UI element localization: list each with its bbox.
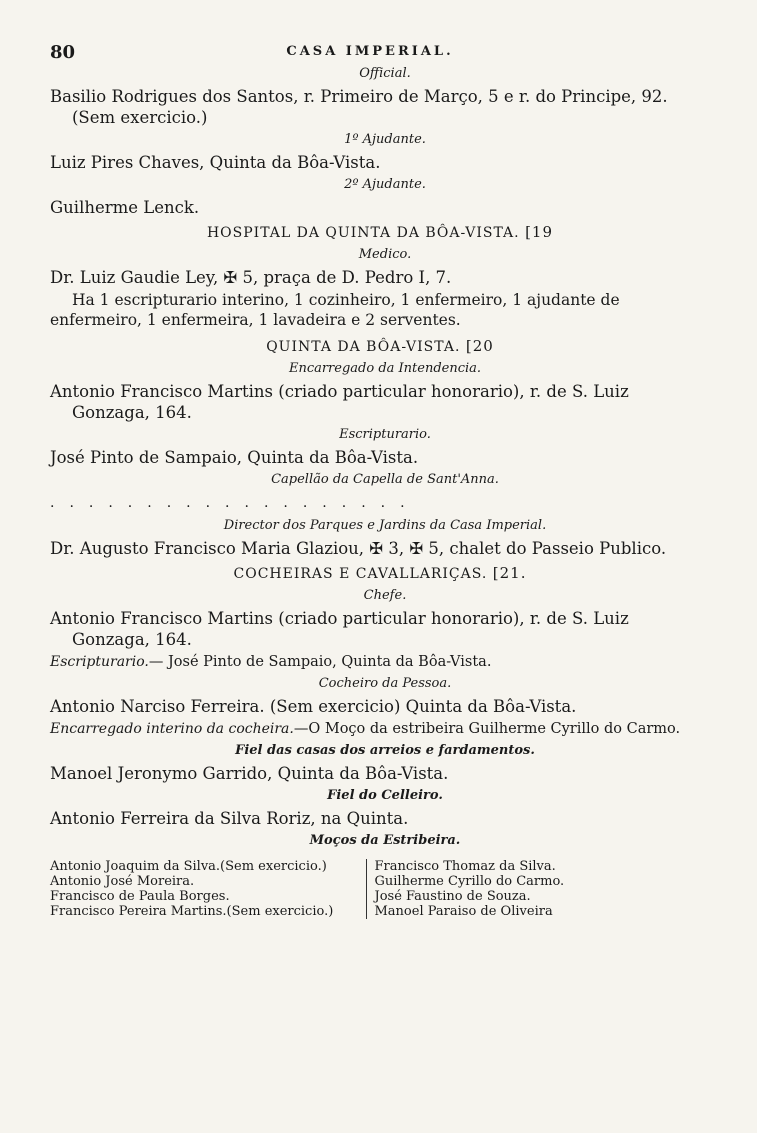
labeled-entry	[50, 719, 690, 739]
moco-name: Francisco Pereira Martins.(Sem exercicio.)	[50, 904, 334, 919]
role-heading: Encarregado da Intendencia.	[288, 361, 482, 376]
moco-name: Francisco Thomaz da Silva.	[374, 859, 556, 874]
page-number: 80	[50, 42, 76, 63]
content-blocks	[50, 64, 690, 851]
role-heading: Director dos Parques e Jardins da Casa Imperial.	[223, 518, 547, 533]
entry-line: Guilherme Lenck.	[50, 198, 200, 217]
role-heading: Medico.	[358, 247, 412, 262]
entry-line: Antonio Narciso Ferreira. (Sem exercicio) Quinta da Bôa-Vista.	[50, 697, 577, 716]
mocos-left-column	[50, 859, 366, 919]
document-page	[50, 40, 690, 919]
section-heading	[70, 220, 690, 245]
mocos-list	[50, 859, 690, 919]
entry-line: Dr. Luiz Gaudie Ley, ✠ 5, praça de D. Pedro I, 7.	[50, 268, 452, 287]
entry-line: Antonio Ferreira da Silva Roriz, na Quinta.	[50, 809, 409, 828]
moco-name: Manoel Paraiso de Oliveira	[374, 904, 553, 919]
section-title: HOSPITAL DA QUINTA DA BÔA-VISTA.	[206, 225, 520, 241]
page-title: CASA IMPERIAL.	[286, 44, 454, 59]
page-header	[50, 40, 690, 64]
moco-name: Antonio José Moreira.	[50, 874, 195, 889]
moco-name: José Faustino de Souza.	[374, 889, 531, 904]
entry-line: Dr. Augusto Francisco Maria Glaziou, ✠ 3, ✠ 5, chalet do Passeio Publico.	[50, 539, 667, 558]
role-heading: Capellão da Capella de Sant'Anna.	[271, 472, 499, 487]
role-heading: 2º Ajudante.	[344, 177, 426, 192]
entry-line: José Pinto de Sampaio, Quinta da Bôa-Vista.	[50, 448, 419, 467]
section-heading	[70, 334, 690, 359]
entry-label: Encarregado interino da cocheira.	[50, 721, 294, 737]
section-number: [21.	[492, 564, 527, 582]
role-heading: Chefe.	[363, 588, 407, 603]
role-heading: Official.	[359, 66, 411, 81]
entry-line: Manoel Jeronymo Garrido, Quinta da Bôa-Vista.	[50, 764, 449, 783]
role-heading: Moços da Estribeira.	[309, 833, 461, 848]
mocos-right-column	[366, 859, 691, 919]
section-title: QUINTA DA BÔA-VISTA.	[266, 339, 461, 355]
entry-line: Basilio Rodrigues dos Santos, r. Primeiro de Março, 5 e r. do Principe, 92. (Sem exercicio.)	[50, 87, 668, 127]
entry-text: — José Pinto de Sampaio, Quinta da Bôa-Vista.	[148, 654, 492, 670]
staff-note: Ha 1 escripturario interino, 1 cozinheiro, 1 enfermeiro, 1 ajudante de enfermeiro, 1 enfermeira, 1 lavadeira e 2 serventes.	[50, 291, 620, 329]
moco-name: Guilherme Cyrillo do Carmo.	[374, 874, 565, 889]
role-heading: 1º Ajudante.	[344, 132, 426, 147]
entry-line: Antonio Francisco Martins (criado particular honorario), r. de S. Luiz Gonzaga, 164.	[50, 382, 629, 422]
labeled-entry	[50, 652, 690, 672]
role-heading: Escripturario.	[339, 427, 431, 442]
dotted-leader: ...................	[50, 495, 420, 511]
section-title: COCHEIRAS E CAVALLARIÇAS.	[233, 566, 488, 582]
section-heading	[70, 561, 690, 586]
section-number: [19	[525, 223, 554, 241]
moco-name: Antonio Joaquim da Silva.(Sem exercicio.)	[50, 859, 327, 874]
role-heading: Fiel das casas dos arreios e fardamentos.	[235, 743, 535, 758]
section-number: [20	[465, 337, 494, 355]
entry-line: Luiz Pires Chaves, Quinta da Bôa-Vista.	[50, 153, 381, 172]
role-heading: Cocheiro da Pessoa.	[318, 676, 452, 691]
moco-name: Francisco de Paula Borges.	[50, 889, 230, 904]
entry-text: —O Moço da estribeira Guilherme Cyrillo do Carmo.	[293, 721, 681, 737]
role-heading: Fiel do Celleiro.	[327, 788, 443, 803]
entry-line: Antonio Francisco Martins (criado particular honorario), r. de S. Luiz Gonzaga, 164.	[50, 609, 629, 649]
entry-label: Escripturario.	[50, 654, 149, 670]
